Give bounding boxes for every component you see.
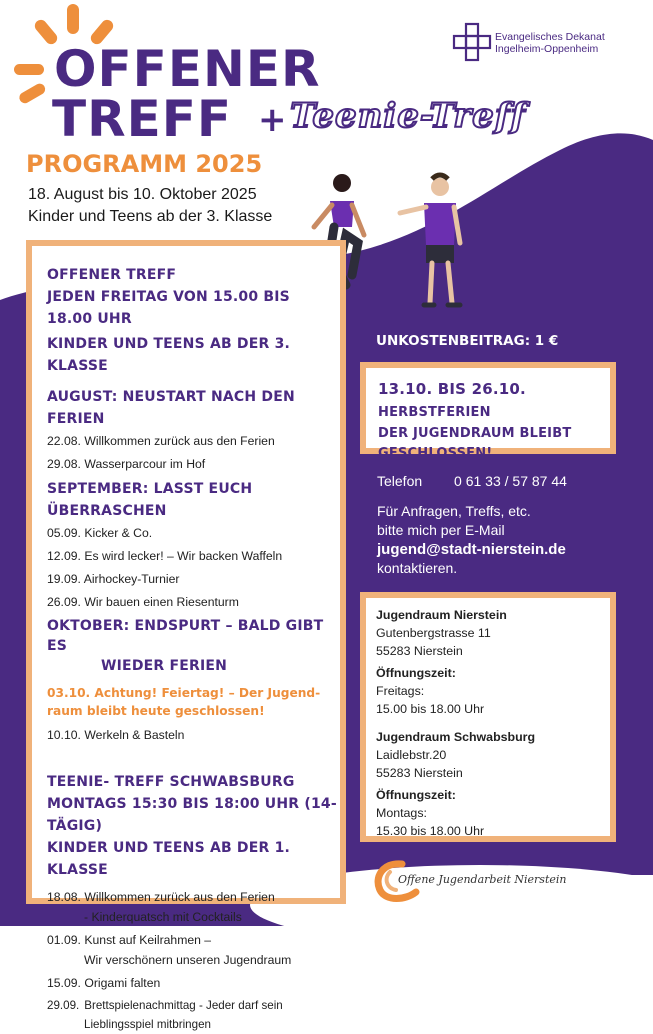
loc1-street: Gutenbergstrasse 11: [376, 626, 491, 640]
loc2-time: 15.30 bis 18.00 Uhr: [376, 824, 485, 838]
loc1-name: Nierstein: [453, 608, 507, 622]
address-box: [360, 592, 616, 842]
loc2-street: Laidlebstr.20: [376, 748, 447, 762]
item-date: 10.10.: [47, 728, 81, 742]
herbst-dates: 13.10. BIS 26.10.: [378, 380, 526, 398]
loc1-prefix: Jugendraum: [376, 608, 454, 622]
item-date: 26.09.: [47, 595, 81, 609]
item-text: Willkommen zurück aus den Ferien: [84, 890, 275, 904]
item-date: 18.08.: [47, 890, 81, 904]
herbst-word: HERBSTFERIEN: [378, 405, 491, 420]
item-date: 01.09.: [47, 933, 81, 947]
okt-heading: [47, 616, 340, 676]
list-item: [47, 887, 340, 907]
loc1-hours-label: Öffnungszeit:: [376, 666, 456, 680]
dekanat-line1: Evangelisches Dekanat: [495, 31, 605, 43]
item-date: 22.08.: [47, 434, 81, 448]
loc2-prefix: Jugendraum: [376, 730, 454, 744]
item-text: Wir bauen einen Riesenturm: [84, 595, 239, 609]
loc2-hours-label: Öffnungszeit:: [376, 788, 456, 802]
list-item: [47, 591, 340, 614]
herbst-line1: [378, 378, 610, 424]
item-text: Airhockey-Turnier: [83, 572, 180, 586]
date-range: 18. August bis 10. Oktober 2025: [28, 186, 257, 203]
title-treff: TREFF: [52, 90, 233, 148]
dekanat-line2: Ingelheim-Oppenheim: [495, 43, 599, 55]
tt-title: TEENIE- TREFF SCHWABSBURG: [47, 774, 295, 790]
okt-heading-line2: WIEDER FERIEN: [101, 658, 228, 674]
contact-line3: kontaktieren.: [377, 560, 458, 576]
item-text: Origami falten: [84, 976, 161, 990]
tt-when: MONTAGS 15:30 BIS 18:00 UHR (14-TÄGIG): [47, 796, 337, 834]
item-subline: Wir verschönern unseren Jugendraum: [84, 953, 292, 967]
ot-who: KINDER UND TEENS AB DER 3. KLASSE: [47, 336, 291, 374]
item-subline: Lieblingsspiel mitbringen: [84, 1018, 211, 1031]
item-date: 29.08.: [47, 457, 81, 471]
programm-title: PROGRAMM 2025: [26, 150, 263, 178]
list-item: [47, 568, 340, 591]
loc1-time: 15.00 bis 18.00 Uhr: [376, 702, 485, 716]
list-item: [47, 453, 340, 476]
loc2-name: Schwabsburg: [453, 730, 536, 744]
item-date: 12.09.: [47, 549, 81, 563]
fee-label: UNKOSTENBEITRAG: 1 €: [376, 333, 559, 349]
footer-logo-text: Offene Jugendarbeit Nierstein: [398, 873, 567, 886]
item-text: Wasserparcour im Hof: [84, 457, 206, 471]
herbstferien-box: [360, 362, 616, 461]
item-subline: - Kinderquatsch mit Cocktails: [84, 910, 242, 924]
plus-sign: +: [258, 100, 287, 140]
phone-label: Telefon: [377, 473, 423, 489]
warning-line2: raum bleibt heute geschlossen!: [47, 704, 265, 718]
item-date: 05.09.: [47, 526, 81, 540]
contact-text: [377, 502, 566, 578]
aug-heading: AUGUST: NEUSTART NACH DEN FERIEN: [47, 389, 295, 427]
dekanat-cross-icon: [452, 22, 492, 62]
dekanat-name: [495, 31, 605, 55]
loc2-title: [376, 728, 610, 746]
tt-who: KINDER UND TEENS AB DER 1. KLASSE: [47, 840, 291, 878]
ot-title: OFFENER TREFF: [47, 267, 177, 283]
list-item: [47, 545, 340, 568]
list-item: [47, 996, 340, 1016]
list-item: [47, 430, 340, 453]
teenie-treff-title: Teenie-Treff: [290, 96, 527, 136]
audience-line: Kinder und Teens ab der 3. Klasse: [28, 208, 273, 225]
list-item: [47, 724, 340, 747]
loc1-day: Freitags:: [376, 684, 425, 698]
loc2-city: 55283 Nierstein: [376, 766, 463, 780]
item-text: Es wird lecker! – Wir backen Waffeln: [84, 549, 283, 563]
sep-heading: SEPTEMBER: LASST EUCH ÜBERRASCHEN: [47, 481, 253, 519]
okt-heading-line1: OKTOBER: ENDSPURT – BALD GIBT ES: [47, 618, 324, 654]
item-text: Werkeln & Basteln: [84, 728, 185, 742]
item-date: 29.09.: [47, 999, 80, 1012]
phone-row: [377, 472, 567, 491]
list-item: [47, 973, 340, 993]
loc1-city: 55283 Nierstein: [376, 644, 463, 658]
list-item: [47, 522, 340, 545]
title-offener: OFFENER: [54, 40, 321, 98]
item-text: Kunst auf Keilrahmen –: [84, 933, 212, 947]
contact-line2: bitte mich per E-Mail: [377, 522, 505, 538]
item-text: Kicker & Co.: [84, 526, 153, 540]
loc1-title: [376, 606, 610, 624]
warning-line1: 03.10. Achtung! Feiertag! – Der Jugend-: [47, 686, 321, 700]
item-date: 15.09.: [47, 976, 81, 990]
holiday-warning: [47, 684, 340, 720]
phone-number[interactable]: 0 61 33 / 57 87 44: [454, 473, 567, 489]
loc2-day: Montags:: [376, 806, 427, 820]
item-text: Brettspielenachmittag - Jeder darf sein: [84, 999, 283, 1012]
herbst-line2: DER JUGENDRAUM BLEIBT: [378, 426, 572, 441]
herbst-line3: GESCHLOSSEN!: [378, 446, 493, 461]
email-link[interactable]: jugend@stadt-nierstein.de: [377, 541, 566, 558]
list-item: [47, 930, 340, 950]
program-box: [26, 240, 346, 1031]
item-text: Willkommen zurück aus den Ferien: [84, 434, 275, 448]
ot-when: JEDEN FREITAG VON 15.00 BIS 18.00 UHR: [47, 289, 290, 327]
item-date: 19.09.: [47, 572, 81, 586]
contact-line1: Für Anfragen, Treffs, etc.: [377, 503, 531, 519]
